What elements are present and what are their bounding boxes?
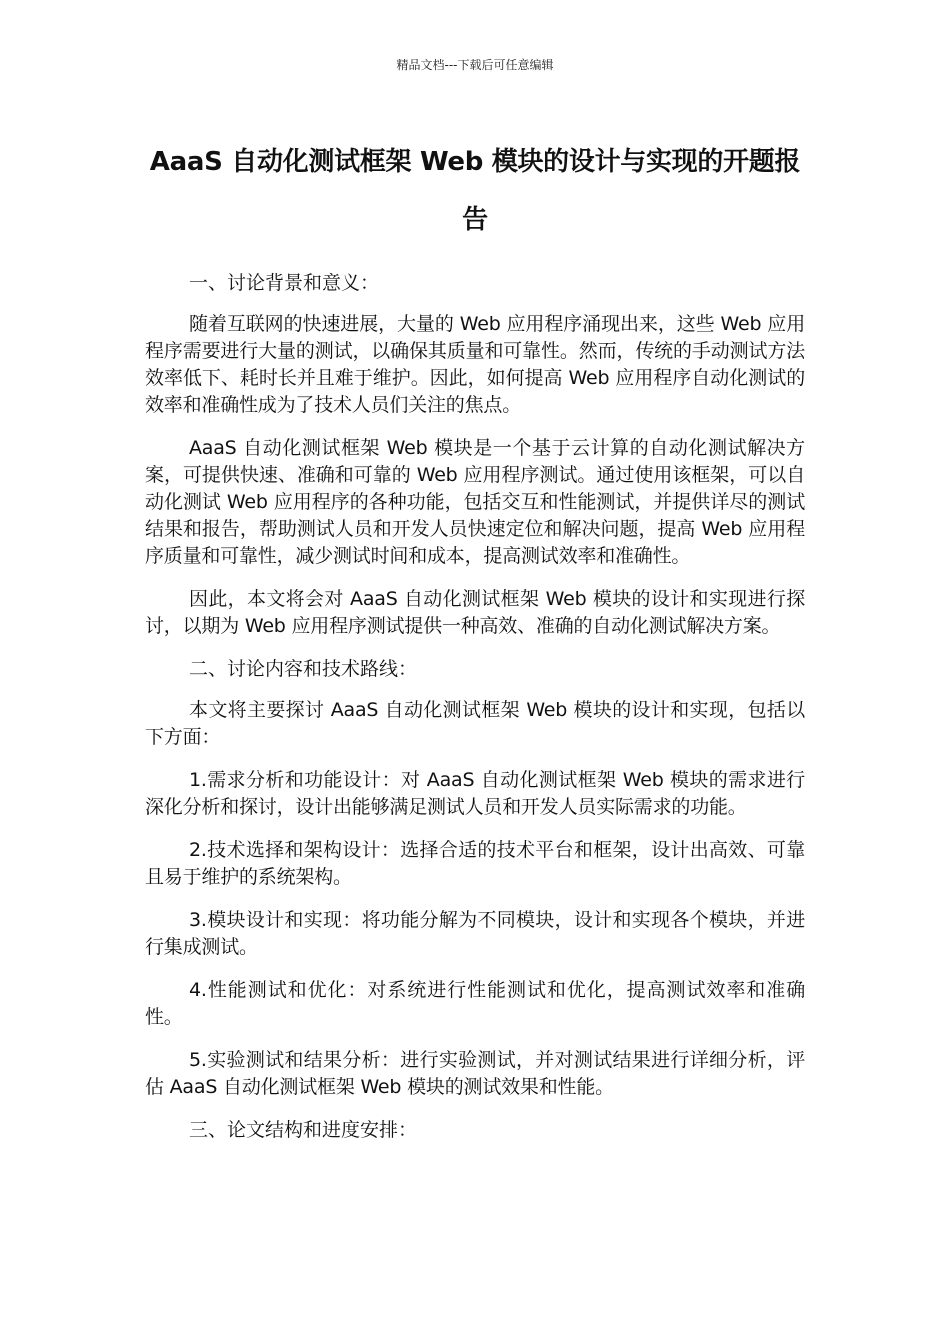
list-item-experiments: 5.实验测试和结果分析：进行实验测试，并对测试结果进行详细分析，评估 AaaS 自动化测试框架 Web 模块的测试效果和性能。 [145,1049,805,1098]
paragraph-content-intro: 本文将主要探讨 AaaS 自动化测试框架 Web 模块的设计和实现，包括以下方面： [145,699,805,748]
section-heading-content: 二、讨论内容和技术路线： [189,658,418,680]
section-heading-background: 一、讨论背景和意义： [189,272,380,294]
list-item-performance: 4.性能测试和优化：对系统进行性能测试和优化，提高测试效率和准确性。 [145,979,805,1028]
header-note: 精品文档---下载后可任意编辑 [396,58,554,72]
document-body [145,270,805,1158]
list-item-requirements: 1.需求分析和功能设计：对 AaaS 自动化测试框架 Web 模块的需求进行深化分析和探讨，设计出能够满足测试人员和开发人员实际需求的功能。 [145,769,805,818]
document-title: AaaS 自动化测试框架 Web 模块的设计与实现的开题报告 [149,147,801,235]
list-item-modules: 3.模块设计和实现：将功能分解为不同模块，设计和实现各个模块，并进行集成测试。 [145,909,805,958]
section-heading-structure: 三、论文结构和进度安排： [189,1119,418,1141]
list-item-architecture: 2.技术选择和架构设计：选择合适的技术平台和框架，设计出高效、可靠且易于维护的系统架构。 [145,839,805,888]
paragraph-background-3: 因此，本文将会对 AaaS 自动化测试框架 Web 模块的设计和实现进行探讨，以期为 Web 应用程序测试提供一种高效、准确的自动化测试解决方案。 [145,588,805,637]
paragraph-background-1: 随着互联网的快速进展，大量的 Web 应用程序涌现出来，这些 Web 应用程序需要进行大量的测试，以确保其质量和可靠性。然而，传统的手动测试方法效率低下、耗时长并且难于维护。因此，如何提高 Web 应用程序自动化测试的效率和准确性成为了技术人员们关注的焦点。 [145,313,805,416]
paragraph-background-2: AaaS 自动化测试框架 Web 模块是一个基于云计算的自动化测试解决方案，可提供快速、准确和可靠的 Web 应用程序测试。通过使用该框架，可以自动化测试 Web 应用程序的各种功能，包括交互和性能测试，并提供详尽的测试结果和报告，帮助测试人员和开发人员快速定位和解决问题，提高 Web 应用程序质量和可靠性，减少测试时间和成本，提高测试效率和准确性。 [145,437,805,567]
